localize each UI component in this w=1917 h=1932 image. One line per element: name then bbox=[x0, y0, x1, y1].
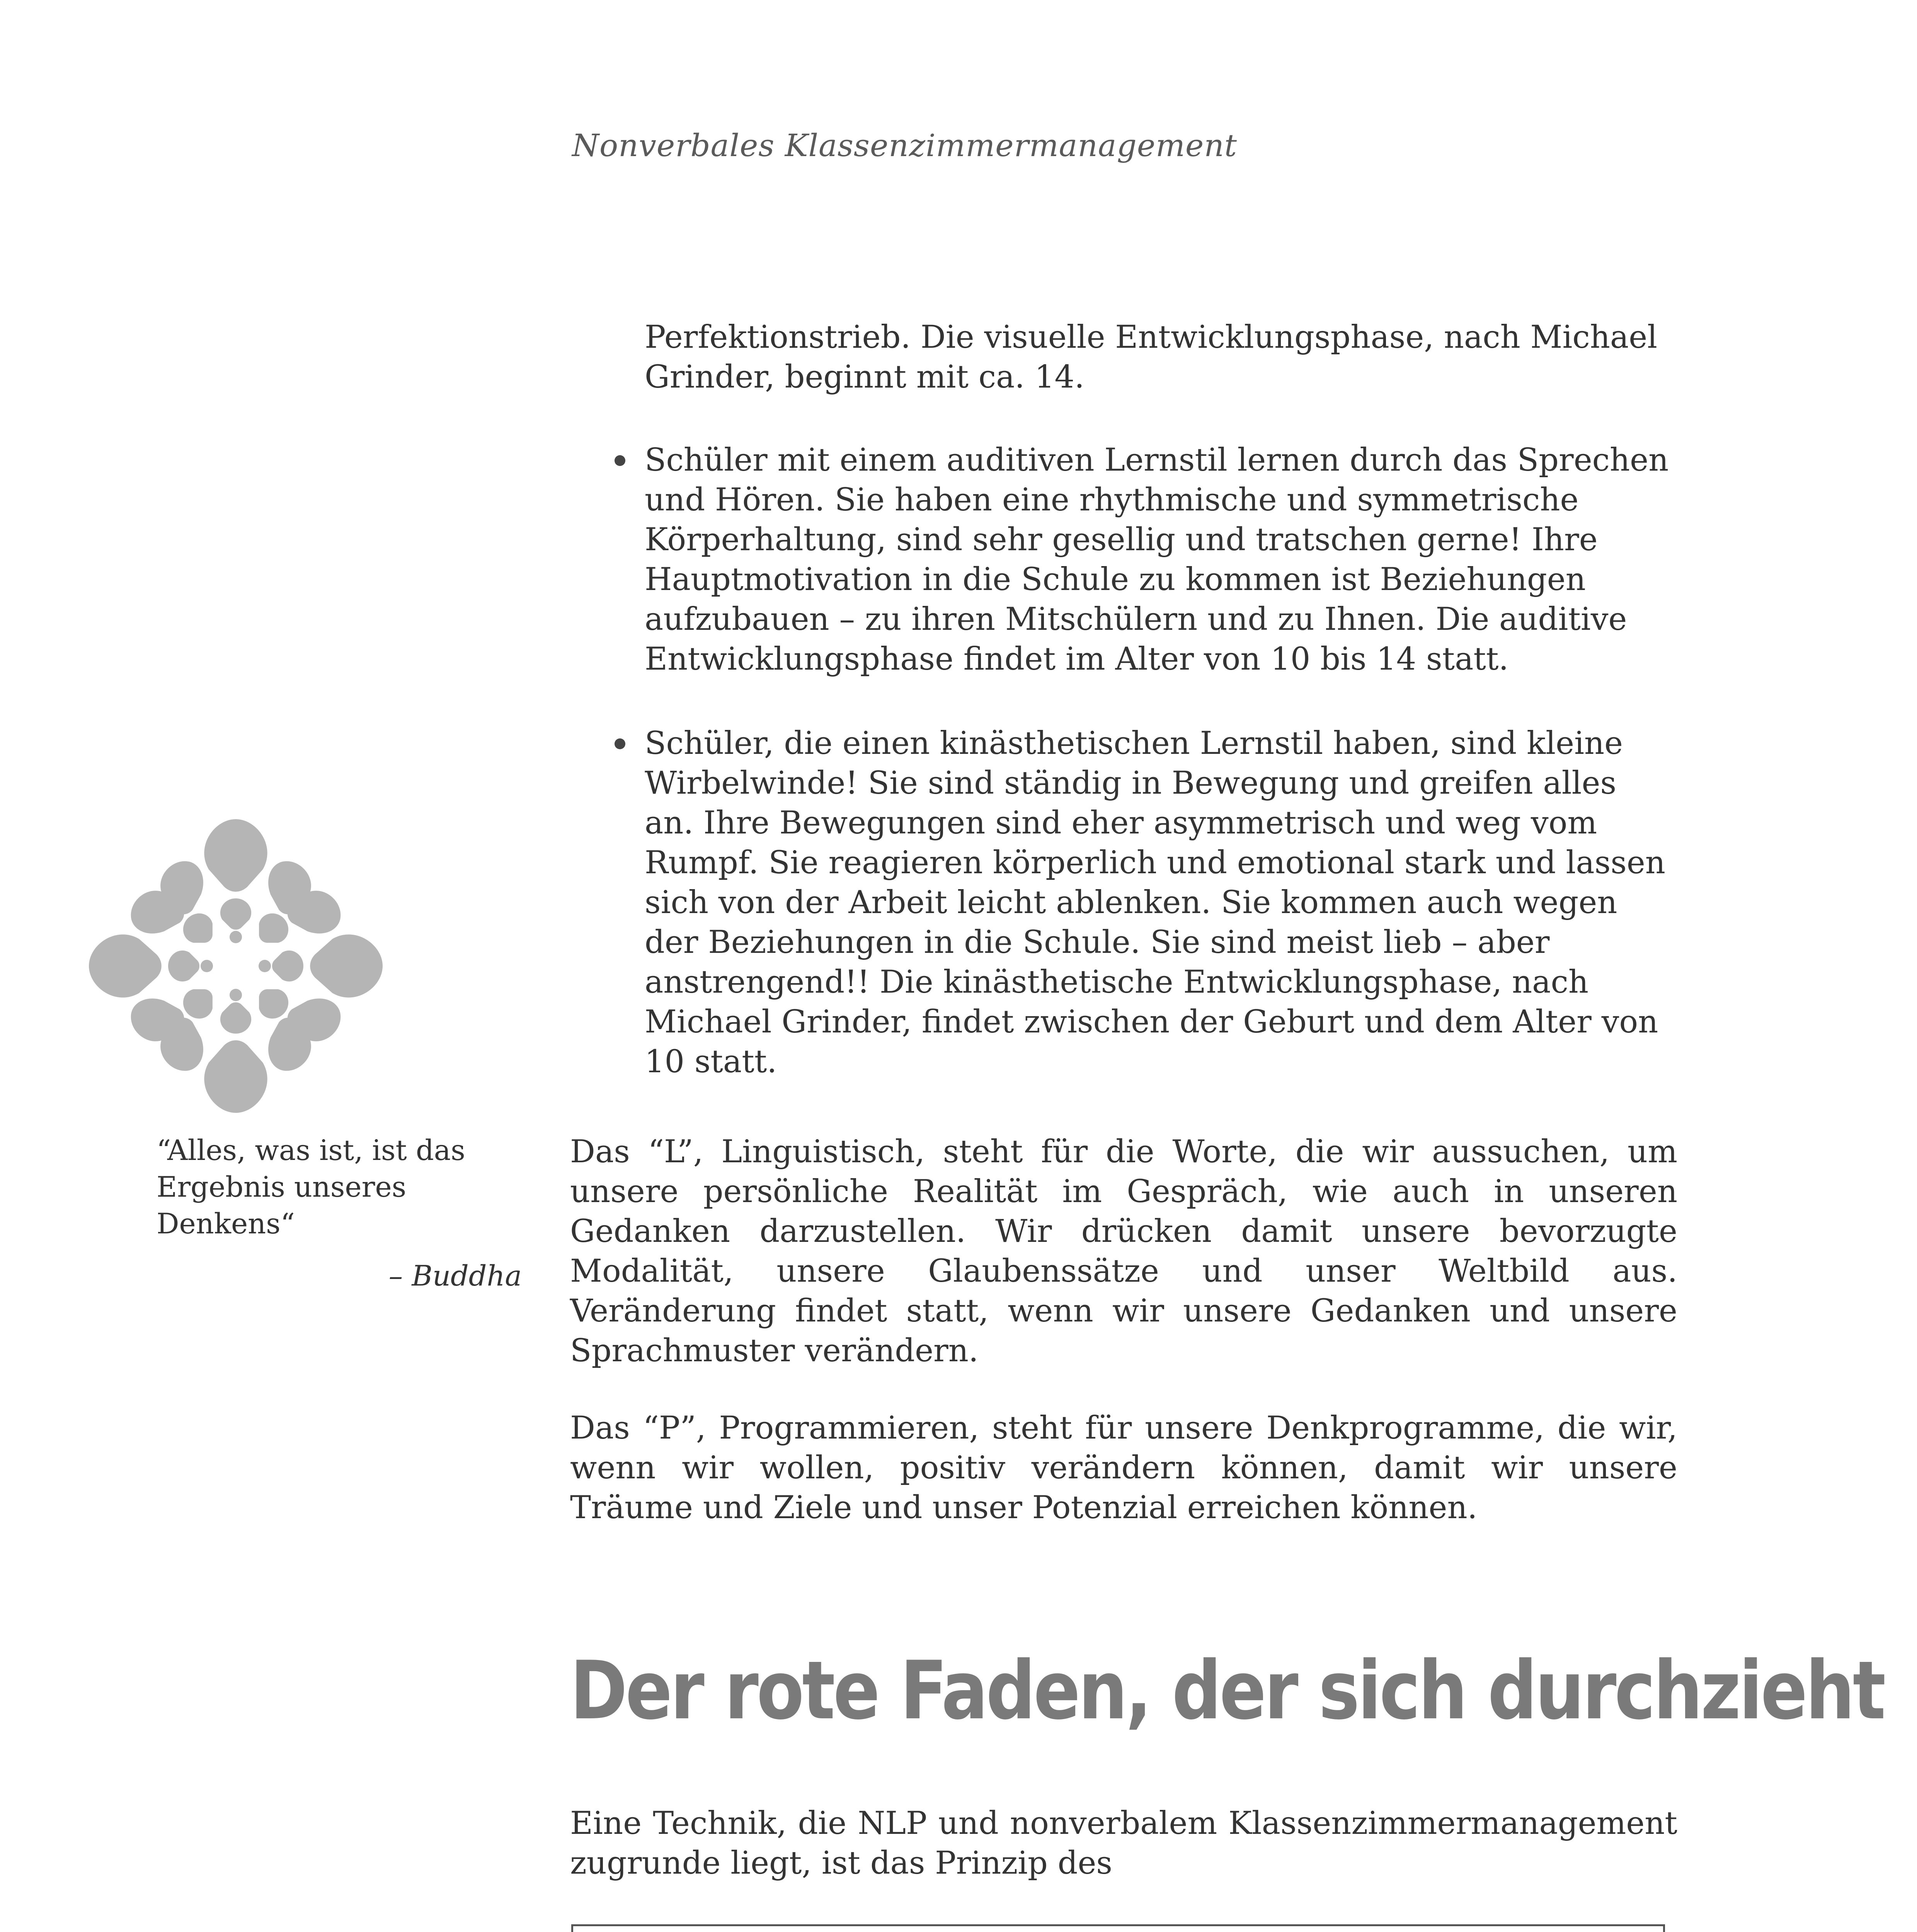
intro-paragraph: Eine Technik, die NLP und nonverbalem Klassenzimmermanagement zugrunde liegt, ist das Prinzip des bbox=[570, 1805, 1677, 1881]
list-item-text: Schüler mit einem auditiven Lernstil lernen durch das Sprechen und Hören. Sie haben eine rhythmische und symmetrische Körperhaltung, sind sehr gesellig und tratschen gerne! Ihre Hauptmotivation in die Schule zu kommen ist Beziehungen aufzubauen – zu ihren Mitschülern und zu Ihnen. Die auditive Entwicklungsphase findet im Alter von 10 bis 14 statt. bbox=[645, 442, 1669, 677]
section-heading: Der rote Faden, der sich durchzieht bbox=[570, 1644, 1884, 1738]
paragraph-programmieren: Das “P”, Programmieren, steht für unsere Denkprogramme, die wir, wenn wir wollen, positiv verändern können, damit wir unsere Träume und Ziele und unser Potenzial erreichen können. bbox=[570, 1410, 1677, 1526]
continuation-paragraph: Perfektionstrieb. Die visuelle Entwicklungsphase, nach Michael Grinder, beginnt mit ca. 14. bbox=[645, 319, 1658, 395]
sidebar-quote: “Alles, was ist, ist das Ergebnis unseres Denkens“ bbox=[157, 1134, 465, 1240]
principle-box bbox=[571, 1924, 1665, 1932]
running-head: Nonverbales Klassenzimmermanagement bbox=[572, 128, 1238, 163]
paragraph-linguistisch: Das “L”, Linguistisch, steht für die Worte, die wir aussuchen, um unsere persönliche Realität im Gespräch, wie auch in unseren Gedanken darzustellen. Wir drücken damit unsere bevorzugte Modalität, unsere Glaubenssätze und unser Weltbild aus. Veränderung findet statt, wenn wir unsere Gedanken und unsere Sprachmuster verändern. bbox=[570, 1134, 1677, 1369]
bullet-icon bbox=[615, 738, 625, 749]
quote-author: – Buddha bbox=[388, 1260, 522, 1293]
bullet-icon bbox=[615, 455, 625, 466]
list-item-kinaesthetisch bbox=[615, 724, 1677, 1091]
list-item-text: Schüler, die einen kinästhetischen Lernstil haben, sind kleine Wirbelwinde! Sie sind ständig in Bewegung und greifen alles an. Ihre Bewegungen sind eher asymmetrisch und weg vom Rumpf. Sie reagieren körperlich und emotional stark und lassen sich von der Arbeit leicht ablenken. Sie kommen auch wegen der Beziehungen in die Schule. Sie sind meist lieb – aber anstrengend!! Die kinästhetische Entwicklungsphase, nach Michael Grinder, findet zwischen der Geburt und dem Alter von 10 statt. bbox=[645, 725, 1665, 1080]
list-item-auditiv bbox=[615, 440, 1677, 684]
flower-ornament-icon bbox=[81, 811, 390, 1121]
